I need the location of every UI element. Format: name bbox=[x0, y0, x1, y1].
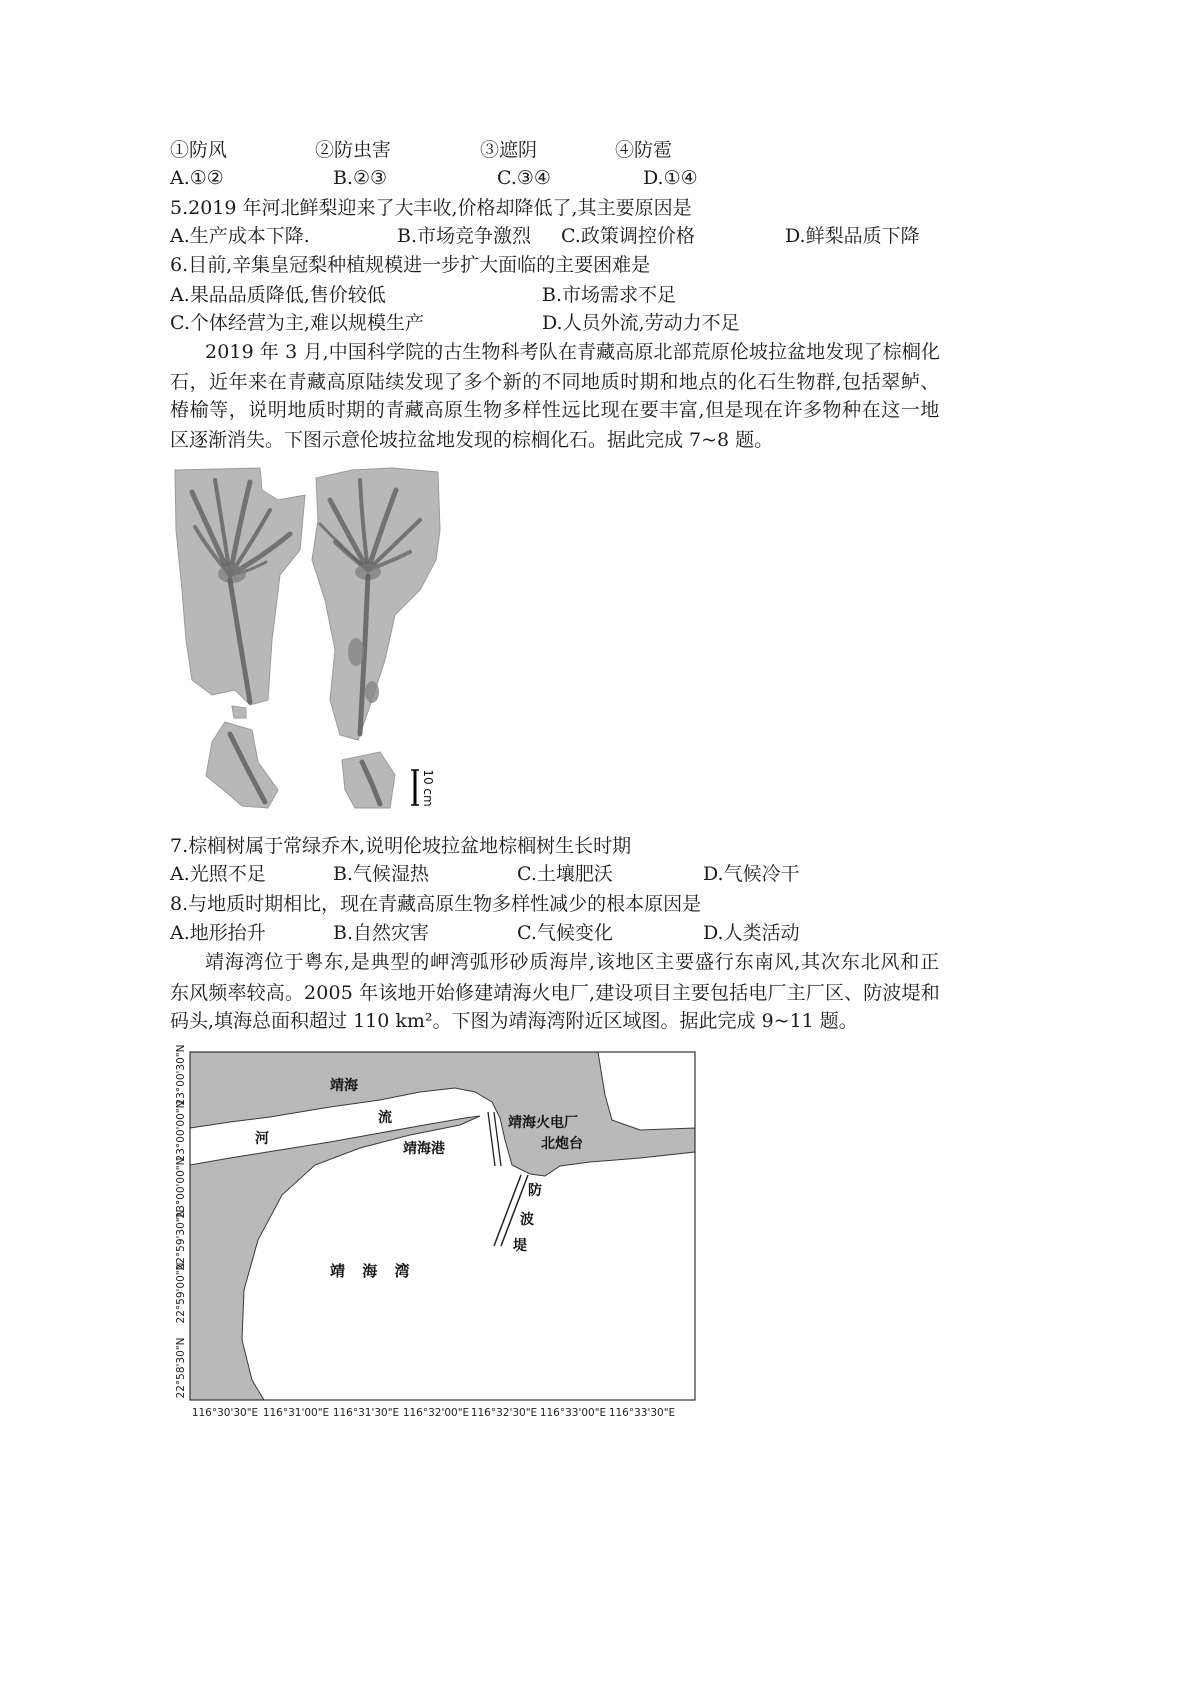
q4-option-a: A.①② bbox=[170, 167, 224, 189]
scale-bar-label: 10 cm bbox=[421, 769, 435, 807]
lon-label: 116°30'30"E bbox=[191, 1407, 259, 1419]
q4-item-1: ①防风 bbox=[170, 139, 228, 161]
fossil-slabs bbox=[175, 468, 440, 808]
q8-option-c: C.气候变化 bbox=[517, 922, 613, 944]
q4-item-2: ②防虫害 bbox=[315, 139, 392, 161]
q4-option-c: C.③④ bbox=[497, 167, 551, 189]
passage1-line bbox=[170, 398, 940, 422]
passage2-line-text: 东风频率较高。2005 年该地开始修建靖海火电厂,建设项目主要包括电厂主厂区、防波堤和 bbox=[170, 982, 940, 1004]
q6-option-a: A.果品品质降低,售价较低 bbox=[170, 284, 386, 306]
lon-label: 116°31'00"E bbox=[262, 1407, 330, 1419]
map-label-power-plant: 靖海火电厂 bbox=[508, 1115, 578, 1131]
q4-option-b: B.②③ bbox=[333, 167, 388, 189]
palm-fossil-figure bbox=[170, 462, 445, 812]
passage1-line-text: 2019 年 3 月,中国科学院的古生物科考队在青藏高原北部荒原伦坡拉盆地发现了棕榈化 bbox=[205, 341, 940, 363]
lon-label: 116°32'30"E bbox=[470, 1407, 538, 1419]
fossil-fragment-small bbox=[232, 706, 246, 718]
jinghai-bay-map bbox=[160, 1045, 705, 1430]
map-label-fort: 北炮台 bbox=[541, 1136, 583, 1152]
q4-option-d: D.①④ bbox=[643, 167, 698, 189]
q5-option-b: B.市场竞争激烈 bbox=[397, 225, 532, 247]
map-label-liu: 流 bbox=[378, 1110, 392, 1126]
passage2-last-line: 码头,填海总面积超过 110 km²。下图为靖海湾附近区域图。据此完成 9~11 题。 bbox=[170, 1010, 858, 1032]
q5-option-c: C.政策调控价格 bbox=[561, 225, 695, 247]
lon-label: 116°32'00"E bbox=[402, 1407, 470, 1419]
passage2-line-text: 靖海湾位于粤东,是典型的岬湾弧形砂质海岸,该地区主要盛行东南风,其次东北风和正 bbox=[205, 951, 940, 973]
passage2-line bbox=[170, 981, 940, 1005]
q5-option-a: A.生产成本下降. bbox=[170, 225, 310, 247]
lat-label: 22°59'00"N bbox=[175, 1262, 187, 1324]
passage2-line bbox=[205, 950, 940, 974]
q6-option-d: D.人员外流,劳动力不足 bbox=[542, 312, 740, 334]
q6-stem: 6.目前,辛集皇冠梨种植规模进一步扩大面临的主要困难是 bbox=[170, 254, 651, 276]
scale-bar bbox=[411, 769, 435, 806]
fossil-slab-left-bottom bbox=[206, 722, 278, 808]
map-label-port: 靖海港 bbox=[403, 1141, 445, 1157]
q7-stem: 7.棕榈树属于常绿乔木,说明伦坡拉盆地棕榈树生长时期 bbox=[170, 835, 632, 857]
q5-option-d: D.鲜梨品质下降 bbox=[785, 225, 920, 247]
q8-option-a: A.地形抬升 bbox=[170, 922, 266, 944]
passage1-line bbox=[205, 340, 940, 364]
passage1-line-text: 石，近年来在青藏高原陆续发现了多个新的不同地质时期和地点的化石生物群,包括翠鲈、 bbox=[170, 371, 941, 393]
lat-label: 23°00'00"N bbox=[175, 1157, 187, 1219]
q8-option-d: D.人类活动 bbox=[703, 922, 800, 944]
map-label-jinghai: 靖海 bbox=[330, 1078, 358, 1094]
q7-option-b: B.气候湿热 bbox=[333, 863, 430, 885]
q7-option-d: D.气候冷干 bbox=[703, 863, 800, 885]
q4-item-4: ④防雹 bbox=[615, 139, 673, 161]
q4-item-3: ③遮阴 bbox=[480, 139, 538, 161]
q7-option-c: C.土壤肥沃 bbox=[517, 863, 613, 885]
q6-option-b: B.市场需求不足 bbox=[542, 284, 677, 306]
q8-option-b: B.自然灾害 bbox=[333, 922, 430, 944]
q7-option-a: A.光照不足 bbox=[170, 863, 266, 885]
lat-label: 22°58'30"N bbox=[175, 1337, 187, 1399]
map-label-bo: 波 bbox=[520, 1212, 534, 1228]
map-label-fang: 防 bbox=[528, 1183, 542, 1199]
lat-label: 22°59'30"N bbox=[175, 1209, 187, 1271]
q5-stem: 5.2019 年河北鲜梨迎来了大丰收,价格却降低了,其主要原因是 bbox=[170, 197, 692, 219]
lon-label: 116°31'30"E bbox=[332, 1407, 400, 1419]
passage1-line bbox=[170, 370, 940, 394]
lon-label: 116°33'00"E bbox=[539, 1407, 607, 1419]
q8-stem: 8.与地质时期相比，现在青藏高原生物多样性减少的根本原因是 bbox=[170, 893, 702, 915]
longitude-labels bbox=[192, 1407, 675, 1419]
lat-label: 23°00'00"N bbox=[175, 1100, 187, 1162]
passage1-line-text: 椿榆等，说明地质时期的青藏高原生物多样性远比现在要丰富,但是现在许多物种在这一地 bbox=[170, 399, 941, 421]
map-label-di: 堤 bbox=[513, 1238, 527, 1254]
q6-option-c: C.个体经营为主,难以规模生产 bbox=[170, 312, 424, 334]
latitude-labels bbox=[175, 1045, 187, 1398]
map-label-bay: 靖 海 湾 bbox=[330, 1262, 416, 1280]
passage1-last-line: 区逐渐消失。下图示意伦坡拉盆地发现的棕榈化石。据此完成 7~8 题。 bbox=[170, 429, 774, 451]
lon-label: 116°33'30"E bbox=[608, 1407, 676, 1419]
lat-label: 23°00'30"N bbox=[175, 1045, 187, 1106]
map-label-he: 河 bbox=[255, 1131, 269, 1147]
